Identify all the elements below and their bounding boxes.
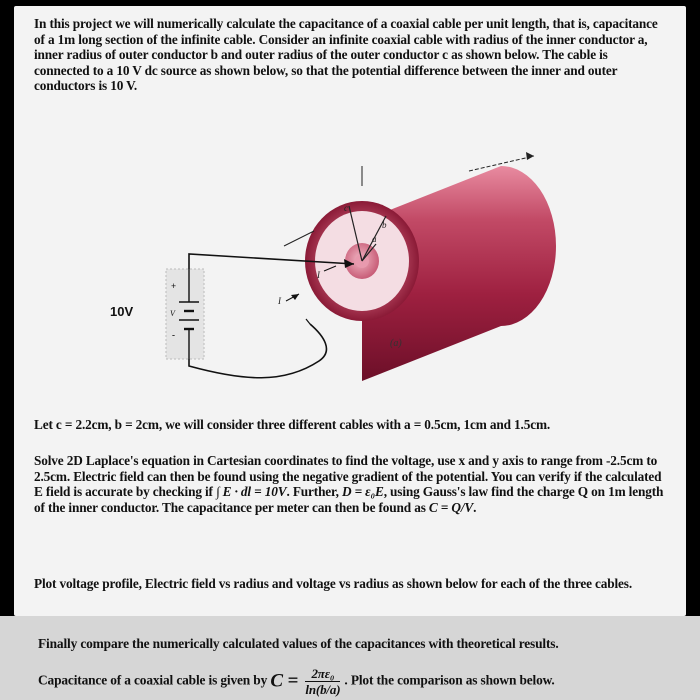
svg-text:+: + (171, 281, 177, 291)
svg-text:I: I (278, 296, 281, 306)
footer-line-2: Capacitance of a coaxial cable is given by C = $\frac{\text{2πε₀}}{\ln(b/a)}$ . Plot the comparison as shown below. (38, 666, 555, 697)
svg-text:c: c (344, 203, 348, 213)
svg-text:I: I (317, 270, 320, 280)
document-page (14, 6, 686, 616)
footer-section (0, 616, 700, 700)
capacitance-ratio-equation: C = Q/V (428, 499, 474, 515)
svg-text:-: - (172, 330, 175, 340)
footer-line-1: Finally compare the numerically calculated values of the capacitances with theoretical results. (38, 636, 559, 651)
solve-paragraph: Solve 2D Laplace's equation in Cartesian coordinates to find the voltage, use x and y axis to range from -2.5cm to 2.5cm. Electric field can then be found using the negative gradient of the potential. You can verify if the calculated E field is accurate by checking if ∫ E · dl = 10V. Further, D = ε₀E, using Gauss's law find the charge Q on 1m length of the inner conductor. The capacitance per meter can then be found as C = Q/V. (34, 453, 664, 515)
svg-text:a: a (372, 234, 377, 244)
capacitance-fraction: $\frac{\text{2πε₀}}{\ln(b/a)}$ (305, 666, 341, 697)
dimensions-paragraph: Let c = 2.2cm, b = 2cm, we will consider three different cables with a = 0.5cm, 1cm and 1.5cm. (34, 417, 551, 432)
integral-equation: ∫ E · dl = 10V (216, 484, 287, 500)
svg-text:b: b (382, 220, 387, 230)
displacement-equation: D = ε₀E (341, 484, 384, 500)
intro-paragraph: In this project we will numerically calculate the capacitance of a coaxial cable per unit length, that is, capacitance of a 1m long section of the infinite cable. Consider an infinite coaxial cable with radius of the inner conductor a, inner radius of outer conductor b and outer radius of the outer conductor c as shown below. The cable is connected to a 10 V dc source as shown below, so that the potential difference between the inner and outer conductors is 10 V. (34, 16, 658, 94)
plot-instructions: Plot voltage profile, Electric field vs radius and voltage vs radius as shown below for each of the three cables. (34, 576, 632, 591)
figure-caption: (a) (390, 338, 402, 349)
capacitance-symbol: C = (270, 670, 299, 692)
svg-text:V: V (170, 309, 175, 318)
voltage-label: 10V (110, 304, 134, 319)
